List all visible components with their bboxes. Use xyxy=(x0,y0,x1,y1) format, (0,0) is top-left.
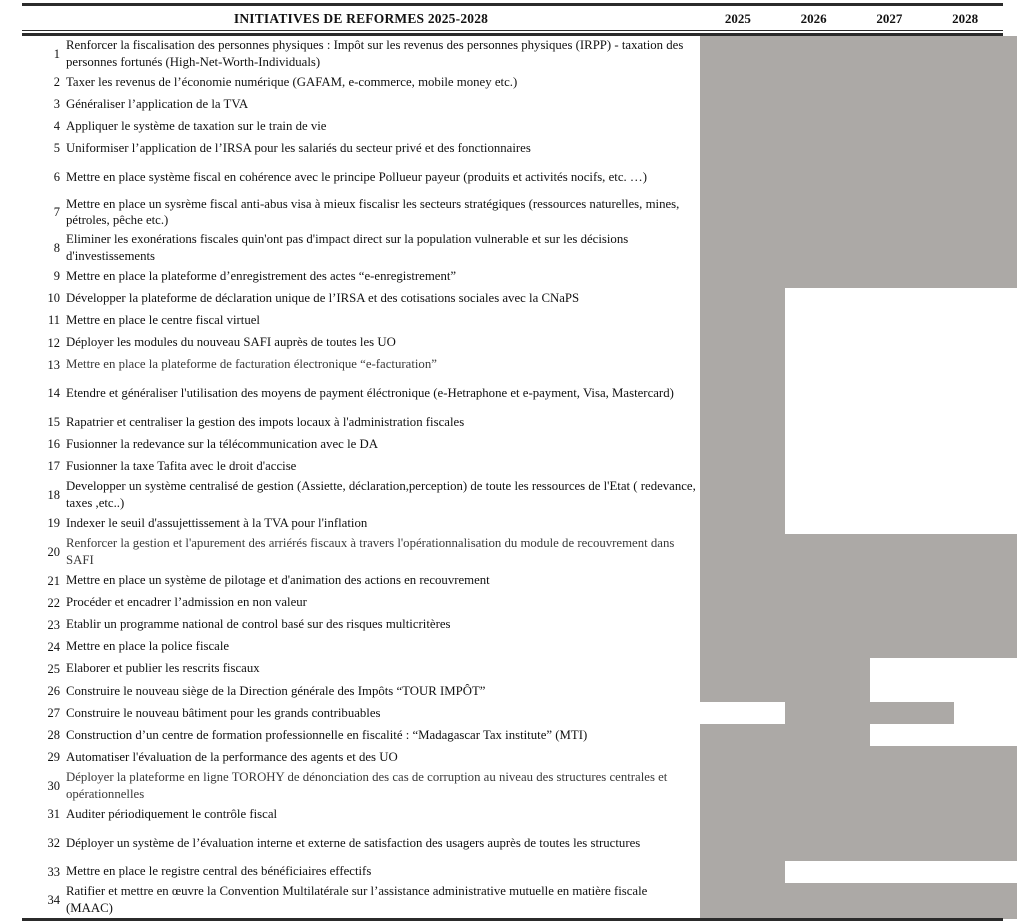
table-row xyxy=(22,592,1003,614)
initiative-label: Eliminer les exonérations fiscales quin'ont pas d'impact direct sur la population vulnerable et sur les décisions d'investissements xyxy=(66,231,629,263)
initiative-label: Fusionner la taxe Tafita avec le droit d'accise xyxy=(66,458,297,473)
row-number: 33 xyxy=(47,864,60,879)
row-number: 12 xyxy=(47,335,60,350)
table-header-rule-thin xyxy=(22,30,1003,31)
row-number: 5 xyxy=(53,141,60,156)
row-number: 29 xyxy=(47,749,60,764)
row-number: 8 xyxy=(53,240,60,255)
row-number: 1 xyxy=(53,46,60,61)
table-header-row xyxy=(22,8,1003,30)
initiative-label: Renforcer la fiscalisation des personnes physiques : Impôt sur les revenus des personnes physiques (IRPP) - taxation des personnes fortunés (High-Net-Worth-Individuals) xyxy=(66,37,684,69)
row-number: 22 xyxy=(47,595,60,610)
initiative-label: Mettre en place la plateforme de facturation électronique “e-facturation” xyxy=(66,357,437,372)
initiative-label: Automatiser l'évaluation de la performance des agents et des UO xyxy=(66,749,398,764)
row-number: 7 xyxy=(53,205,60,220)
initiative-label: Ratifier et mettre en œuvre la Convention Multilatérale sur l’assistance administrative mutuelle en matière fiscale (MAAC) xyxy=(66,884,648,916)
table-row xyxy=(22,680,1003,702)
initiative-label: Développer la plateforme de déclaration unique de l’IRSA et des cotisations sociales avec la CNaPS xyxy=(66,291,580,306)
initiative-label: Auditer périodiquement le contrôle fiscal xyxy=(66,806,278,821)
row-number: 23 xyxy=(47,617,60,632)
initiative-label: Etendre et généraliser l'utilisation des moyens de payment éléctronique (e-Hetraphone et e-payment, Visa, Mastercard) xyxy=(66,385,674,400)
row-number: 16 xyxy=(47,436,60,451)
table-row xyxy=(22,411,1003,433)
initiative-label: Rapatrier et centraliser la gestion des impots locaux à l'administration fiscales xyxy=(66,414,465,429)
initiative-label: Mettre en place le centre fiscal virtuel xyxy=(66,313,260,328)
initiative-label: Taxer les revenus de l’économie numérique (GAFAM, e-commerce, mobile money etc.) xyxy=(66,75,518,90)
initiative-label: Construire le nouveau siège de la Direction générale des Impôts “TOUR IMPÔT” xyxy=(66,683,486,698)
table-row xyxy=(22,724,1003,746)
initiative-label: Généraliser l’application de la TVA xyxy=(66,97,249,112)
initiative-label: Construction d’un centre de formation professionnelle en fiscalité : “Madagascar Tax institute” (MTI) xyxy=(66,727,588,742)
table-row xyxy=(22,309,1003,331)
table-row xyxy=(22,883,1003,918)
table-top-rule xyxy=(22,3,1003,6)
table-bottom-rule xyxy=(22,918,1003,921)
table-row xyxy=(22,159,1003,194)
initiative-label: Etablir un programme national de control basé sur des risques multicritères xyxy=(66,617,451,632)
table-row xyxy=(22,36,1003,71)
initiative-label: Mettre en place un système de pilotage et d'animation des actions en recouvrement xyxy=(66,573,490,588)
table-row xyxy=(22,115,1003,137)
row-number: 31 xyxy=(47,807,60,822)
table-row xyxy=(22,477,1003,512)
table-row xyxy=(22,455,1003,477)
row-number: 19 xyxy=(47,516,60,531)
initiative-label: Déployer les modules du nouveau SAFI auprès de toutes les UO xyxy=(66,335,396,350)
row-number: 17 xyxy=(47,458,60,473)
table-row xyxy=(22,702,1003,724)
column-header-year-2025: 2025 xyxy=(724,11,751,26)
row-number: 2 xyxy=(53,75,60,90)
row-number: 32 xyxy=(47,835,60,850)
row-number: 14 xyxy=(47,386,60,401)
row-number: 27 xyxy=(47,705,60,720)
table-row xyxy=(22,768,1003,803)
table-row xyxy=(22,433,1003,455)
row-number: 13 xyxy=(47,357,60,372)
initiative-label: Indexer le seuil d'assujettissement à la TVA pour l'inflation xyxy=(66,516,368,531)
table-row xyxy=(22,746,1003,768)
row-number: 26 xyxy=(47,683,60,698)
table-row xyxy=(22,265,1003,287)
table-row xyxy=(22,354,1003,376)
table-row xyxy=(22,803,1003,825)
row-number: 28 xyxy=(47,727,60,742)
column-header-year-2027: 2027 xyxy=(876,11,903,26)
initiative-label: Mettre en place un sysrème fiscal anti-abus visa à mieux fiscalisr les secteurs stratégiques (ressources naturelles, mines, pétroles, pêche etc.) xyxy=(66,196,680,228)
table-row xyxy=(22,287,1003,309)
table-row xyxy=(22,636,1003,658)
table-row xyxy=(22,195,1003,230)
initiative-rows xyxy=(22,36,1003,918)
column-header-year-2028: 2028 xyxy=(952,11,979,26)
initiative-label: Appliquer le système de taxation sur le train de vie xyxy=(66,119,327,134)
row-number: 30 xyxy=(47,778,60,793)
table-row xyxy=(22,376,1003,411)
column-header-year-2026: 2026 xyxy=(800,11,827,26)
initiative-label: Mettre en place la plateforme d’enregistrement des actes “e-enregistrement” xyxy=(66,269,457,284)
row-number: 34 xyxy=(47,893,60,908)
initiative-label: Developper un système centralisé de gestion (Assiette, déclaration,perception) de toute les ressources de l'Etat ( redevance, taxes ,etc..) xyxy=(66,478,696,510)
column-header-initiatives: INITIATIVES DE REFORMES 2025-2028 xyxy=(233,11,489,26)
table-row xyxy=(22,861,1003,883)
row-number: 18 xyxy=(47,487,60,502)
initiative-label: Mettre en place système fiscal en cohérence avec le principe Pollueur payeur (produits et activités nocifs, etc. …) xyxy=(66,169,647,184)
table-row xyxy=(22,230,1003,265)
row-number: 25 xyxy=(47,661,60,676)
table-row xyxy=(22,93,1003,115)
table-row xyxy=(22,332,1003,354)
initiative-label: Elaborer et publier les rescrits fiscaux xyxy=(66,661,260,676)
row-number: 15 xyxy=(47,414,60,429)
initiative-label: Déployer la plateforme en ligne TOROHY de dénonciation des cas de corruption au niveau des structures centrales et opérationnelles xyxy=(66,769,668,801)
row-number: 24 xyxy=(47,639,60,654)
table-row xyxy=(22,512,1003,534)
row-number: 6 xyxy=(53,170,60,185)
row-number: 21 xyxy=(47,573,60,588)
row-number: 4 xyxy=(53,119,60,134)
table-row xyxy=(22,658,1003,680)
table-row xyxy=(22,71,1003,93)
initiative-label: Mettre en place la police fiscale xyxy=(66,639,230,654)
initiative-label: Renforcer la gestion et l'apurement des arriérés fiscaux à travers l'opérationnalisation du module de recouvrement dans SAFI xyxy=(66,536,675,567)
table-body xyxy=(22,36,1003,918)
initiative-label: Déployer un système de l’évaluation interne et externe de satisfaction des usagers auprès de toutes les structures xyxy=(66,835,641,850)
table-row xyxy=(22,570,1003,592)
initiative-label: Procéder et encadrer l’admission en non valeur xyxy=(66,595,307,610)
initiative-label: Uniformiser l’application de l’IRSA pour les salariés du secteur privé et des fonctionnaires xyxy=(66,141,531,156)
row-number: 9 xyxy=(53,269,60,284)
initiative-label: Fusionner la redevance sur la télécommunication avec le DA xyxy=(66,436,378,451)
row-number: 11 xyxy=(47,313,60,328)
table-row xyxy=(22,825,1003,860)
initiative-label: Mettre en place le registre central des bénéficiaires effectifs xyxy=(66,864,372,879)
row-number: 20 xyxy=(47,545,60,559)
row-number: 10 xyxy=(47,291,60,306)
table-row xyxy=(22,137,1003,159)
row-number: 3 xyxy=(53,97,60,112)
table-row xyxy=(22,614,1003,636)
table-row xyxy=(22,534,1003,569)
initiative-label: Construire le nouveau bâtiment pour les grands contribuables xyxy=(66,705,381,720)
